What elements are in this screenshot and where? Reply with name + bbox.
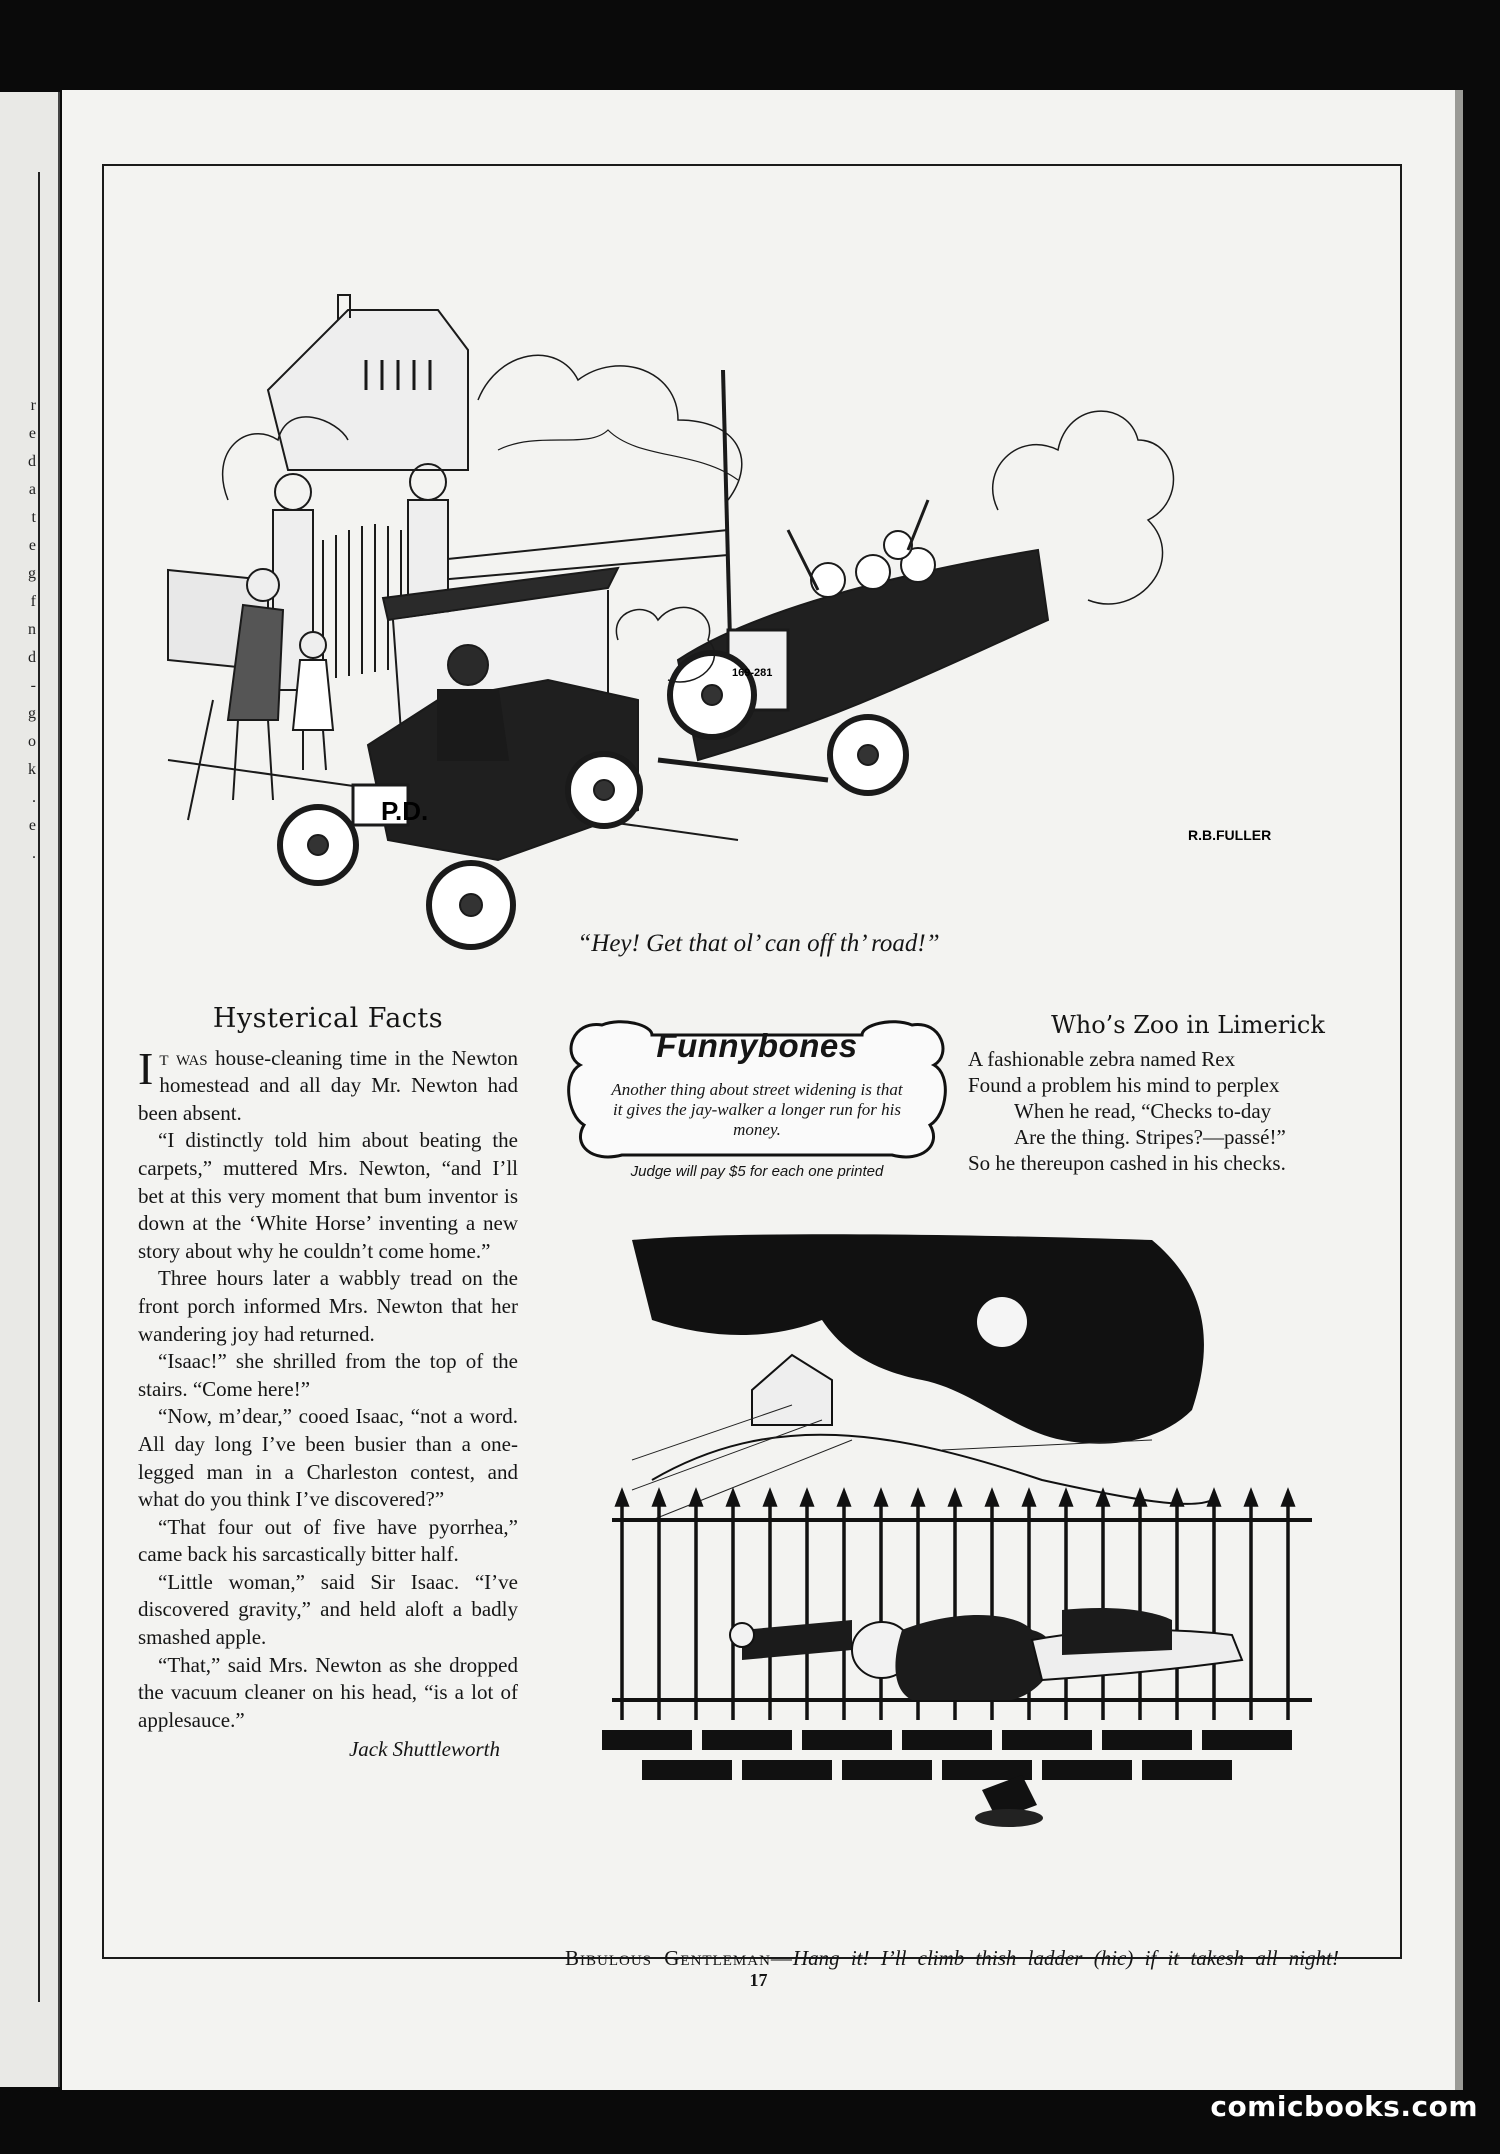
- article-title: Hysterical Facts: [212, 1003, 444, 1034]
- fence-spike: [913, 1492, 923, 1505]
- funnybones-joke: Another thing about street widening is that it gives the jay-walker a longer run for his money.: [611, 1080, 903, 1139]
- cartoon-caption-top: “Hey! Get that ol’ can off th’ road!”: [577, 930, 940, 957]
- article-paragraph: “Isaac!” she shrilled from the top of the stairs. “Come here!”: [138, 1349, 518, 1401]
- article-paragraph: “Little woman,” said Sir Isaac. “I’ve discovered gravity,” and held aloft a badly smashed apple.: [138, 1569, 518, 1650]
- cartoon-drunk-fence-illustration: [592, 1230, 1412, 1965]
- cartoon-caption-bottom: [565, 1945, 1415, 1972]
- fence-spike: [654, 1492, 664, 1505]
- article-paragraph: “That,” said Mrs. Newton as she dropped the vacuum cleaner on his head, “is a lot of applesauce.”: [138, 1652, 518, 1732]
- artist-signature-top: R.B.FULLER: [1188, 827, 1272, 843]
- facing-page-text-fragments: r e d a t e g f n d - g o k . e .: [28, 397, 36, 862]
- funnybones-footer: Judge will pay $5 for each one printed: [630, 1163, 884, 1180]
- fence-spike: [1283, 1492, 1293, 1505]
- limerick-line: Are the thing. Stripes?—passé!”: [1014, 1125, 1286, 1149]
- lead-in: t was: [159, 1045, 208, 1070]
- funnybones-title: Funnybones: [656, 1027, 858, 1064]
- page-number: 17: [749, 1970, 768, 1990]
- police-car-plate: P.D.: [381, 796, 429, 826]
- limerick-section: [968, 1012, 1408, 1176]
- fence-spike: [1061, 1492, 1071, 1505]
- fence-spike: [691, 1492, 701, 1505]
- fence-spike: [728, 1492, 738, 1505]
- site-watermark: comicbooks.com: [1210, 2090, 1478, 2123]
- limerick-title: Who’s Zoo in Limerick: [1051, 1011, 1325, 1039]
- article-paragraph: “Now, m’dear,” cooed Isaac, “not a word. All day long I’ve been busier than a one-legged man in a Charleston contest, and what do you think I’ve discovered?”: [138, 1404, 518, 1512]
- fence-spike: [876, 1492, 886, 1505]
- fence-spike: [1209, 1492, 1219, 1505]
- limerick-line: Found a problem his mind to perplex: [968, 1073, 1280, 1097]
- article-author: Jack Shuttleworth: [348, 1737, 500, 1762]
- article-paragraph: “I distinctly told him about beating the carpets,” muttered Mrs. Newton, “and I’ll bet at this very moment that bum inventor is down at the ‘White Horse’ inventing a new story about why he couldn’t come home.”: [138, 1128, 518, 1263]
- article-paragraph: Three hours later a wabbly tread on the front porch informed Mrs. Newton that her wandering joy had returned.: [138, 1266, 518, 1346]
- fence-spike: [1172, 1492, 1182, 1505]
- page-edge-shadow: [1455, 90, 1463, 2090]
- fence-spike: [802, 1492, 812, 1505]
- caption-speaker: Bibulous Gentleman—: [565, 1946, 793, 1970]
- fence-spike: [1024, 1492, 1034, 1505]
- article-paragraph: [138, 1042, 518, 1128]
- fence-spike: [950, 1492, 960, 1505]
- limerick-line: So he thereupon cashed in his checks.: [968, 1151, 1286, 1175]
- funnybones-box: [562, 1015, 952, 1190]
- dropcap: I: [138, 1042, 154, 1094]
- hysterical-facts-article: [138, 1005, 518, 1764]
- fence-spike: [1246, 1492, 1256, 1505]
- fence-spike: [839, 1492, 849, 1505]
- limerick-line: When he read, “Checks to-day: [1014, 1099, 1272, 1123]
- fence-spike: [1135, 1492, 1145, 1505]
- magazine-page: [62, 90, 1455, 2090]
- roadster-plate: 169-281: [732, 667, 773, 679]
- fence-spike: [765, 1492, 775, 1505]
- fence-spike: [617, 1492, 627, 1505]
- facing-page-edge: [0, 92, 60, 2087]
- limerick-line: A fashionable zebra named Rex: [968, 1047, 1236, 1071]
- article-paragraph: “That four out of five have pyorrhea,” came back his sarcastically bitter half.: [138, 1514, 518, 1567]
- paragraph-text: house-cleaning time in the Newton homestead and all day Mr. Newton had been absent.: [138, 1045, 518, 1125]
- caption-line: Hang it! I’ll climb thish ladder (hic) if it takesh all night!: [792, 1946, 1339, 1970]
- fence-spike: [987, 1492, 997, 1505]
- cartoon-police-car-illustration: [138, 200, 1428, 1030]
